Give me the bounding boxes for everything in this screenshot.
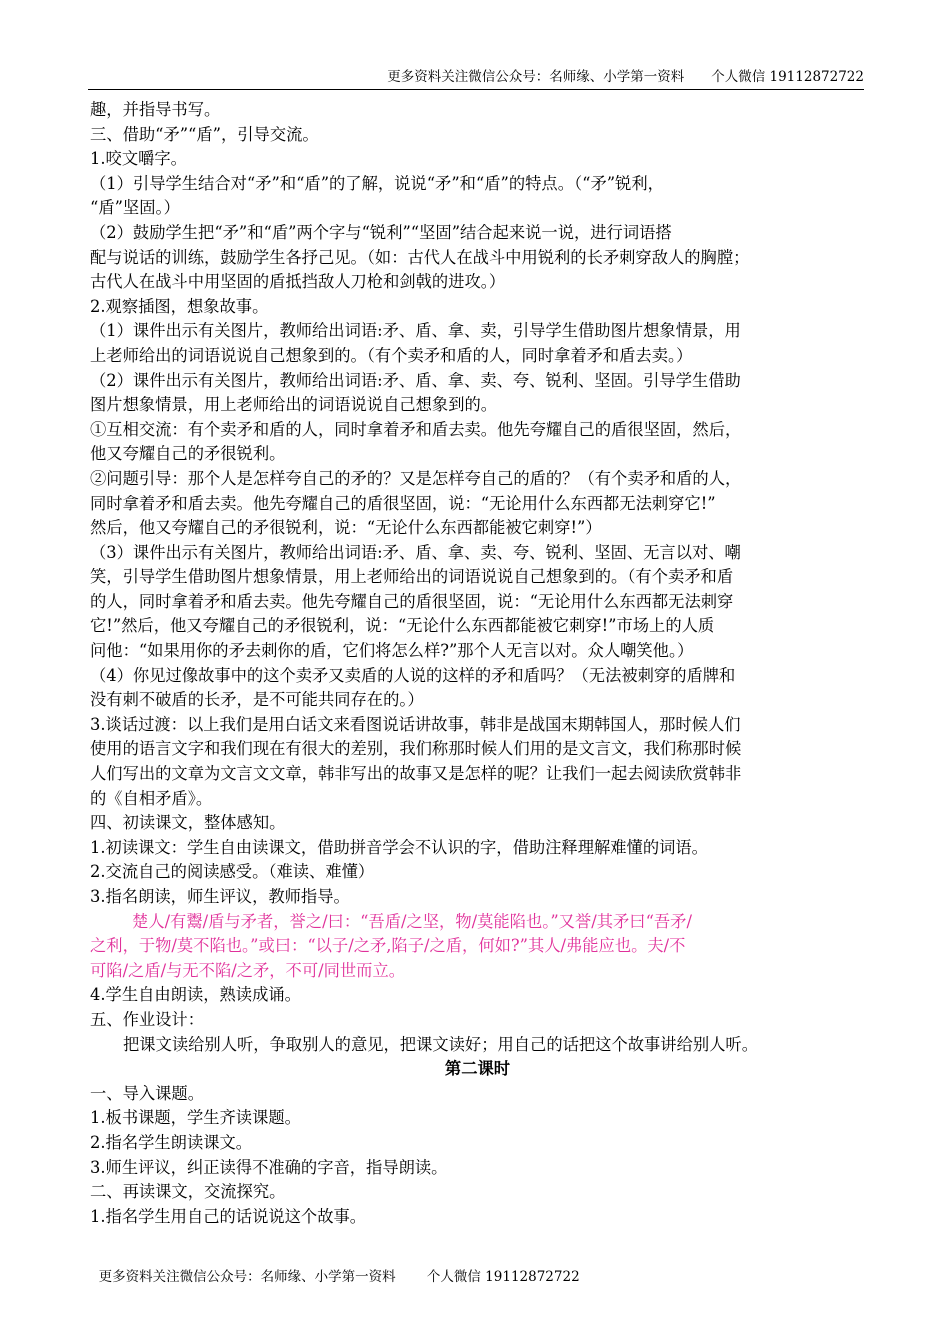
text-line: 1.指名学生用自己的话说说这个故事。	[90, 1206, 367, 1226]
homework-text: 把课文读给别人听，争取别人的意见，把课文读好；用自己的话把这个故事讲给别人听。	[123, 1034, 758, 1054]
text-line: （2）鼓励学生把“矛”和“盾”两个字与“锐利”“坚固”结合起来说一说，进行词语搭	[90, 222, 672, 242]
text-line: 图片想象情景，用上老师给出的词语说说自己想象到的。	[90, 395, 498, 415]
text-line: 1.板书课题，学生齐读课题。	[90, 1108, 301, 1128]
text-line: “盾”坚固。）	[90, 198, 180, 218]
text-line: ②问题引导：那个人是怎样夸自己的矛的？又是怎样夸自己的盾的？（有个卖矛和盾的人，	[90, 468, 742, 488]
document-body	[90, 98, 865, 1229]
text-line: 之利，于物/莫不陷也。”或曰：“以子/之矛,陷子/之盾，何如?”其人/弗能应也。夫/不	[90, 936, 686, 956]
header-text: 更多资料关注微信公众号：名师缘、小学第一资料 个人微信 19112872722	[387, 69, 864, 85]
text-line: 楚人/有鬻/盾与矛者，誉之/曰：“吾盾/之坚，物/莫能陷也。”又誉/其矛曰“吾矛/	[132, 911, 692, 931]
text-line: 同时拿着矛和盾去卖。他先夸耀自己的盾很坚固，说：“无论用什么东西都无法刺穿它!”	[90, 493, 716, 513]
text-line: 上老师给出的词语说说自己想象到的。（有个卖矛和盾的人，同时拿着矛和盾去卖。）	[90, 345, 693, 365]
text-line: 五、作业设计：	[90, 1009, 204, 1029]
text-line: 2.交流自己的阅读感受。（难读、难懂）	[90, 862, 375, 882]
text-line: 他又夸耀自己的矛很锐利。	[90, 444, 286, 464]
text-line: 3.指名朗读，师生评议，教师指导。	[90, 887, 350, 906]
text-line: 可陷/之盾/与无不陷/之矛，不可/同世而立。	[90, 960, 406, 980]
text-line: 四、初读课文，整体感知。	[90, 813, 286, 833]
lesson1-closing	[90, 983, 865, 1032]
text-line: ①互相交流：有个卖矛和盾的人，同时拿着矛和盾去卖。他先夸耀自己的盾很坚固，然后，	[90, 419, 742, 439]
text-line: 二、再读课文，交流探究。	[90, 1182, 286, 1202]
text-line: 2.指名学生朗读课文。	[90, 1132, 253, 1152]
text-line: （1）课件出示有关图片，教师给出词语:矛、盾、拿、卖，引导学生借助图片想象情景，用	[90, 321, 741, 341]
lesson2-paragraphs	[90, 1082, 865, 1230]
text-line: 人们写出的文章为文言文文章，韩非写出的故事又是怎样的呢？让我们一起去阅读欣赏韩非	[90, 764, 742, 784]
text-line: 配与说话的训练，鼓励学生各抒己见。（如：古代人在战斗中用锐利的长矛刺穿敌人的胸膛；	[90, 247, 750, 267]
text-line: （2）课件出示有关图片，教师给出词语:矛、盾、拿、卖、夸、锐利、坚固。引导学生借助	[90, 370, 741, 390]
text-line: 1.初读课文：学生自由读课文，借助拼音学会不认识的字，借助注释理解难懂的词语。	[90, 837, 708, 857]
classical-text	[90, 910, 865, 984]
text-line: 没有刺不破盾的长矛，是不可能共同存在的。）	[90, 690, 424, 710]
footer-text: 更多资料关注微信公众号：名师缘、小学第一资料 个人微信 19112872722	[98, 1269, 580, 1285]
text-line: （4）你见过像故事中的这个卖矛又卖盾的人说的这样的矛和盾吗？（无法被刺穿的盾牌和	[90, 665, 736, 685]
page-footer	[90, 1247, 580, 1287]
text-line: 趣，并指导书写。	[90, 100, 221, 119]
text-line: 3.谈话过渡：以上我们是用白话文来看图说话讲故事，韩非是战国末期韩国人，那时候人们	[90, 714, 741, 734]
text-line: 使用的语言文字和我们现在有很大的差别，我们称那时候人们用的是文言文，我们称那时候	[90, 739, 742, 759]
text-line: 然后，他又夸耀自己的矛很锐利，说：“无论什么东西都能被它刺穿!”）	[90, 518, 602, 538]
text-line: 4.学生自由朗读，熟读成诵。	[90, 985, 301, 1005]
text-line: 笑，引导学生借助图片想象情景，用上老师给出的词语说说自己想象到的。（有个卖矛和盾	[90, 567, 734, 587]
text-line: 问他：“如果用你的矛去刺你的盾，它们将怎么样?”那个人无言以对。众人嘲笑他。）	[90, 641, 694, 661]
text-line: 2.观察插图，想象故事。	[90, 296, 269, 316]
text-line: 3.师生评议，纠正读得不准确的字音，指导朗读。	[90, 1157, 448, 1177]
text-line: 一、导入课题。	[90, 1083, 204, 1103]
text-line: 三、借助“矛”“盾”，引导交流。	[90, 124, 319, 144]
text-line: （3）课件出示有关图片，教师给出词语:矛、盾、拿、卖、夸、锐利、坚固、无言以对、嘲	[90, 542, 741, 562]
text-line: 古代人在战斗中用坚固的盾抵挡敌人刀枪和剑戟的进攻。）	[90, 272, 506, 292]
lesson1-paragraphs	[90, 98, 865, 910]
section-title: 第二课时	[444, 1059, 511, 1079]
page-header	[88, 67, 864, 90]
text-line: 的《自相矛盾》。	[90, 788, 213, 808]
text-line: 它!”然后，他又夸耀自己的矛很锐利，说：“无论什么东西都能被它刺穿!”市场上的人质	[90, 616, 715, 636]
text-line: （1）引导学生结合对“矛”和“盾”的了解，说说“矛”和“盾”的特点。（“矛”锐利，	[90, 173, 664, 193]
text-line: 1.咬文嚼字。	[90, 149, 187, 169]
text-line: 的人，同时拿着矛和盾去卖。他先夸耀自己的盾很坚固，说：“无论用什么东西都无法刺穿	[90, 591, 734, 611]
